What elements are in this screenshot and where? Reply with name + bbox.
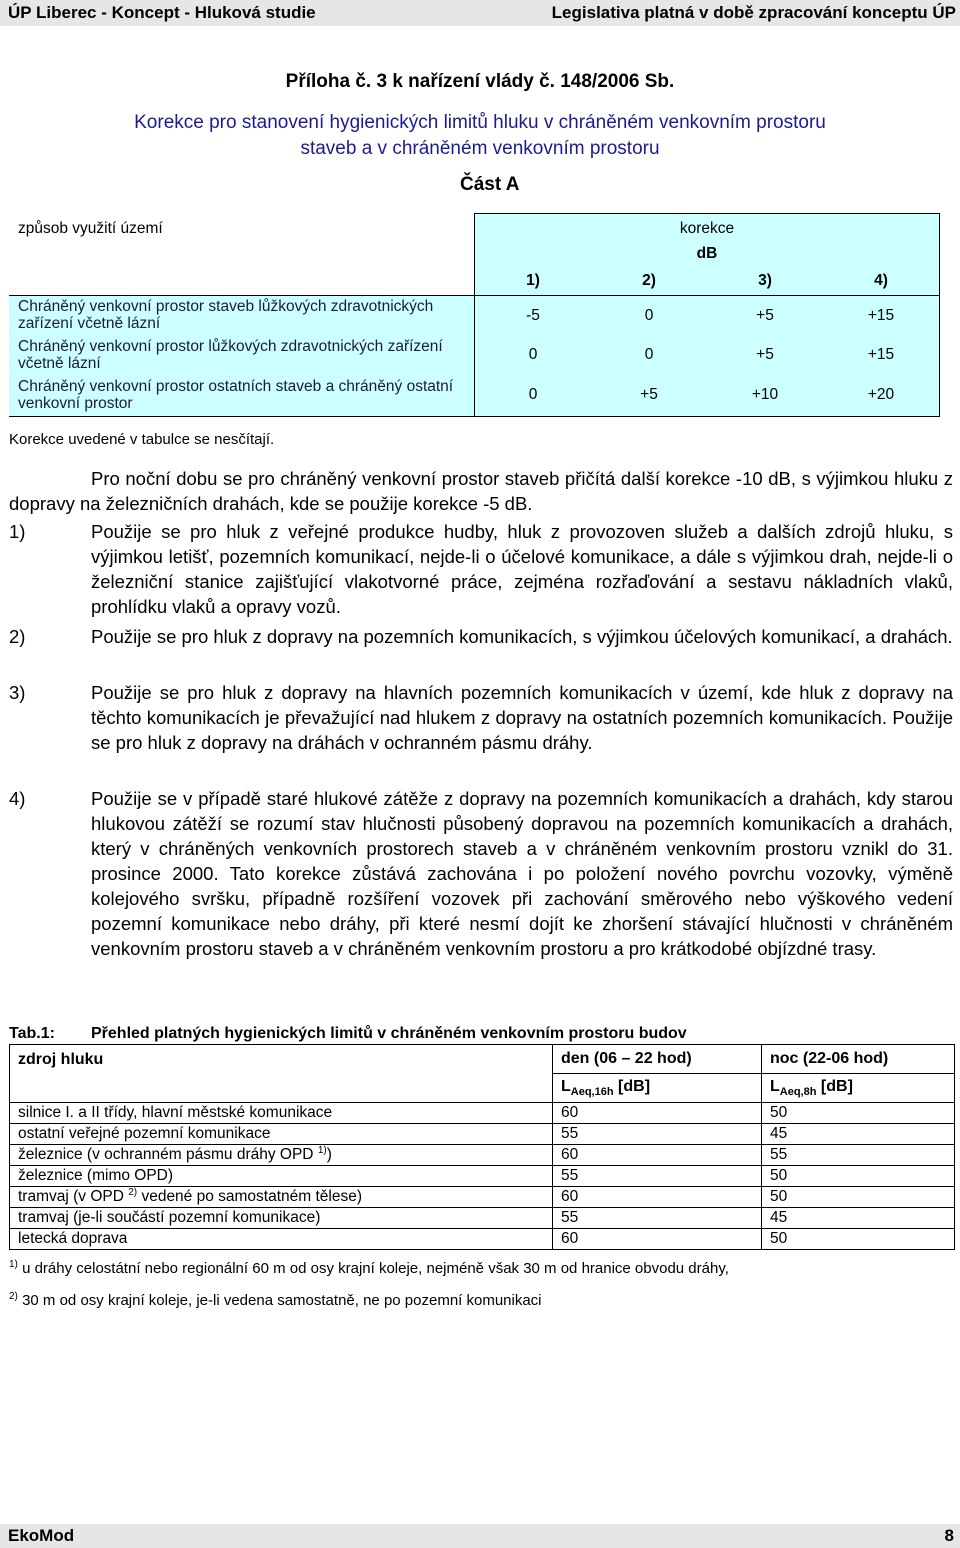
corr-value: +10 [707,375,823,416]
corr-header: korekce [475,214,940,241]
corr-value: +5 [591,375,707,416]
corr-value: +15 [823,296,940,336]
col-header-day: den (06 – 22 hod) [553,1045,762,1074]
usage-header: způsob využití území [18,219,163,237]
footnote-text: u dráhy celostátní nebo regionální 60 m od osy krajní koleje, nejméně však 30 m od hranice obvodu dráhy, [22,1260,729,1277]
night-value: 50 [762,1166,955,1187]
footnote-2 [9,1291,542,1309]
note-number: 2) [9,626,26,647]
night-paragraph: Pro noční dobu se pro chráněný venkovní prostor staveb přičítá další korekce -10 dB, s výjimkou hluku z dopravy na železničních drahách, kde se použije korekce -5 dB. [9,468,953,514]
corr-value: 0 [591,296,707,336]
unit-night: $L_{Aeq,8h}$ [dB] [762,1074,955,1103]
usage-cell: Chráněný venkovní prostor ostatních staveb a chráněný ostatní venkovní prostor [9,375,475,416]
source-cell: železnice (mimo OPD) [10,1166,553,1187]
corr-value: 0 [475,375,592,416]
table-row [10,1124,955,1145]
day-value: 60 [553,1229,762,1250]
corr-value: +20 [823,375,940,416]
footer-left: EkoMod [8,1526,75,1545]
night-value: 50 [762,1103,955,1124]
note-text: Použije se pro hluk z dopravy na pozemních komunikacích, s výjimkou účelových komunikací, a drahách. [91,626,953,647]
source-cell: železnice (v ochranném pásmu dráhy OPD $^{1)}$) [10,1145,553,1166]
usage-cell: Chráněný venkovní prostor lůžkových zdravotnických zařízení včetně lázní [9,335,475,375]
note-text: Použije se v případě staré hlukové zátěže z dopravy na pozemních komunikacích a drahách, kdy starou hlukovou zátěží se rozumí stav hlučnosti působený dopravou na pozemních komunikacích a drahách, který v chráněných venkovních prostorech staveb a v chráněném venkovním prostoru vznikl do 31. prosince 2000. Tato korekce zůstává zachována i po položení nového povrchu vozovky, výměně kolejového svršku, případně rozšíření vozovek při zachování směrového nebo výškového vedení pozemní komunikace nebo dráhy, při které nesmí dojít ke zhoršení stávající hlučnosti v chráněném venkovním prostoru staveb a v chráněném venkovním prostoru a pro krátkodobé objízdné trasy. [91,788,953,959]
table-row [10,1187,955,1208]
annex-title: Příloha č. 3 k nařízení vlády č. 148/2006 Sb. [285,71,675,92]
day-value: 55 [553,1166,762,1187]
note-text: Použije se pro hluk z veřejné produkce hudby, hluk z provozoven služeb a dalších zdrojů hluku, s výjimkou letišť, pozemních komunikací, nejde-li o účelové komunikace, a dále s výjimkou drah, nejde-li o železniční stanice zajišťující vlakotvorné práce, zejména rozřaďování a sestavu nákladních vlaků, prohlídku vlaků a opravy vozů. [91,521,953,617]
day-value: 60 [553,1103,762,1124]
corr-unit: dB [475,241,940,268]
table-row [10,1208,955,1229]
table-row [9,296,940,336]
table-row [10,1145,955,1166]
main-title [40,110,920,162]
footnote-number: 1) [9,1259,18,1270]
col-header-source: zdroj hluku [10,1045,553,1103]
source-cell: letecká doprava [10,1229,553,1250]
part-title: Část A [460,174,520,195]
table-caption [9,1025,687,1043]
corr-value: +5 [707,335,823,375]
note-text: Použije se pro hluk z dopravy na hlavních pozemních komunikacích v území, kde hluk z dopravy na těchto komunikacích je převažující nad hlukem z dopravy na ostatních pozemních komunikacích. Použije se pro hluk z dopravy na dráhách v ochranném pásmu dráhy. [91,682,953,753]
corr-value: 0 [591,335,707,375]
table-row [9,335,940,375]
corr-value: +5 [707,296,823,336]
corr-col-header: 1) [475,268,592,296]
note-4 [9,786,953,961]
page-header [0,0,960,26]
night-value: 45 [762,1124,955,1145]
unit-day: $L_{Aeq,16h}$ [dB] [553,1074,762,1103]
corr-value: 0 [475,335,592,375]
table-row [10,1229,955,1250]
not-summed-note: Korekce uvedené v tabulce se nesčítají. [9,431,275,448]
day-value: 55 [553,1208,762,1229]
night-value: 50 [762,1187,955,1208]
source-cell: silnice I. a II třídy, hlavní městské komunikace [10,1103,553,1124]
corr-value: -5 [475,296,592,336]
corr-col-header: 3) [707,268,823,296]
night-value: 45 [762,1208,955,1229]
page-footer [0,1524,960,1548]
day-value: 60 [553,1187,762,1208]
night-value: 55 [762,1145,955,1166]
page-number: 8 [944,1526,954,1545]
table-caption-text: Přehled platných hygienických limitů v chráněném venkovním prostoru budov [91,1025,687,1042]
col-header-night: noc (22-06 hod) [762,1045,955,1074]
note-number: 4) [9,788,26,809]
table-row [9,375,940,416]
footnote-1 [9,1259,729,1277]
table-row [10,1103,955,1124]
main-title-line: staveb a v chráněném venkovním prostoru [300,138,660,159]
footnote-text: 30 m od osy krajní koleje, je-li vedena samostatně, ne po pozemní komunikaci [22,1292,542,1309]
corr-value: +15 [823,335,940,375]
day-value: 60 [553,1145,762,1166]
day-value: 55 [553,1124,762,1145]
corr-col-header: 4) [823,268,940,296]
header-right: Legislativa platná v době zpracování konceptu ÚP [551,3,956,22]
night-value: 50 [762,1229,955,1250]
note-number: 3) [9,682,26,703]
note-number: 1) [9,521,26,542]
source-cell: tramvaj (je-li součástí pozemní komunikace) [10,1208,553,1229]
corr-col-header: 2) [591,268,707,296]
limits-table [9,1044,955,1250]
table-row [10,1166,955,1187]
note-1 [9,519,953,619]
main-title-line: Korekce pro stanovení hygienických limitů hluku v chráněném venkovním prostoru [134,112,826,133]
table-label: Tab.1: [9,1025,55,1042]
source-cell: tramvaj (v OPD $^{2)}$ vedené po samostatném tělese) [10,1187,553,1208]
note-3 [9,680,953,755]
usage-cell: Chráněný venkovní prostor staveb lůžkových zdravotnických zařízení včetně lázní [9,296,475,336]
note-2 [9,624,953,649]
footnote-number: 2) [9,1291,18,1302]
header-left: ÚP Liberec - Koncept - Hluková studie [8,3,316,22]
correction-table [9,213,940,417]
source-cell: ostatní veřejné pozemní komunikace [10,1124,553,1145]
